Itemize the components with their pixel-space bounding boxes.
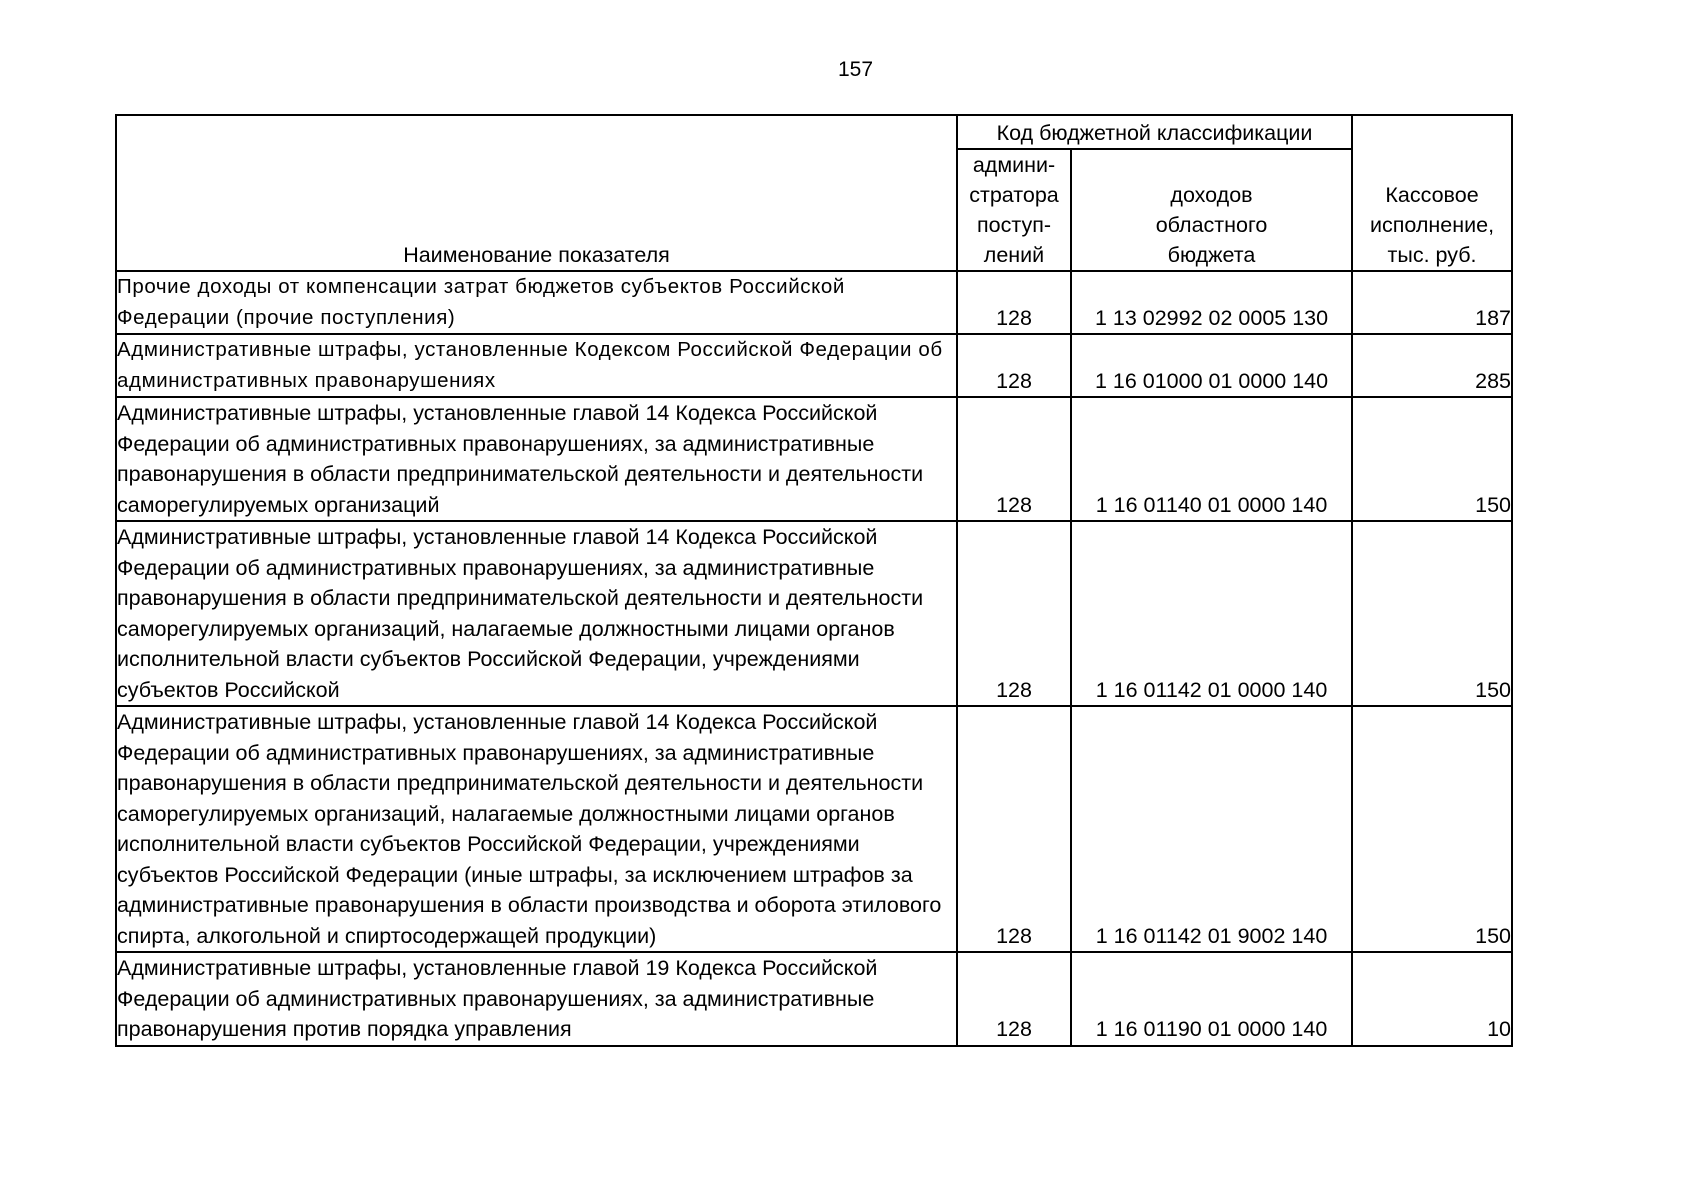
row-revenue-code: 1 16 01140 01 0000 140 [1071,397,1352,521]
header-regional-budget-revenue-line: доходов [1170,183,1253,207]
row-administrator-code: 128 [957,271,1071,334]
row-cash-execution: 150 [1352,521,1512,706]
budget-revenue-table [115,114,1513,1047]
row-revenue-code: 1 16 01000 01 0000 140 [1071,334,1352,397]
header-regional-budget-revenue-line: бюджета [1167,243,1256,267]
header-indicator-name: Наименование показателя [116,115,957,271]
header-revenue-administrator-line: поступ- [977,213,1051,237]
header-cash-execution-line: тыс. руб. [1387,243,1477,267]
header-regional-budget-revenue-line: областного [1155,213,1268,237]
table-row [116,397,1512,521]
header-cash-execution-line: Кассовое [1385,183,1479,207]
header-revenue-administrator-line: стратора [969,183,1059,207]
header-cash-execution [1352,115,1512,271]
row-indicator-name: Административные штрафы, установленные Кодексом Российской Федерации об административных правонарушениях [116,334,957,397]
row-revenue-code: 1 13 02992 02 0005 130 [1071,271,1352,334]
header-revenue-administrator-line: лений [983,243,1045,267]
row-cash-execution: 187 [1352,271,1512,334]
row-cash-execution: 150 [1352,706,1512,952]
page-number: 157 [837,58,874,81]
row-revenue-code: 1 16 01142 01 0000 140 [1071,521,1352,706]
header-budget-classification-code: Код бюджетной классификации [957,115,1352,149]
row-indicator-name: Прочие доходы от компенсации затрат бюджетов субъектов Российской Федерации (прочие поступления) [116,271,957,334]
row-indicator-name: Административные штрафы, установленные главой 19 Кодекса Российской Федерации об административных правонарушениях, за административные правонарушения против порядка управления [116,952,957,1046]
row-administrator-code: 128 [957,706,1071,952]
header-revenue-administrator-line: админи- [972,153,1056,177]
row-administrator-code: 128 [957,397,1071,521]
row-administrator-code: 128 [957,334,1071,397]
row-indicator-name: Административные штрафы, установленные главой 14 Кодекса Российской Федерации об административных правонарушениях, за административные правонарушения в области предпринимательской деятельности и деятельности саморегулируемых организаций, налагаемые должностными лицами органов исполнительной власти субъектов Российской Федерации, учреждениями субъектов Российской [116,521,957,706]
table-body [116,271,1512,1046]
table-row [116,952,1512,1046]
row-administrator-code: 128 [957,952,1071,1046]
header-regional-budget-revenue [1071,149,1352,271]
row-indicator-name: Административные штрафы, установленные главой 14 Кодекса Российской Федерации об административных правонарушениях, за административные правонарушения в области предпринимательской деятельности и деятельности саморегулируемых организаций [116,397,957,521]
table-header [116,115,1512,271]
table-row [116,521,1512,706]
table-row [116,334,1512,397]
table-row [116,271,1512,334]
header-revenue-administrator [957,149,1071,271]
row-indicator-name: Административные штрафы, установленные главой 14 Кодекса Российской Федерации об административных правонарушениях, за административные правонарушения в области предпринимательской деятельности и деятельности саморегулируемых организаций, налагаемые должностными лицами органов исполнительной власти субъектов Российской Федерации, учреждениями субъектов Российской Федерации (иные штрафы, за исключением штрафов за административные правонарушения в области производства и оборота этилового спирта, алкогольной и спиртосодержащей продукции) [116,706,957,952]
row-revenue-code: 1 16 01142 01 9002 140 [1071,706,1352,952]
header-cash-execution-line: исполнение, [1369,213,1495,237]
row-cash-execution: 285 [1352,334,1512,397]
row-cash-execution: 10 [1352,952,1512,1046]
row-cash-execution: 150 [1352,397,1512,521]
row-administrator-code: 128 [957,521,1071,706]
row-revenue-code: 1 16 01190 01 0000 140 [1071,952,1352,1046]
table-row [116,706,1512,952]
